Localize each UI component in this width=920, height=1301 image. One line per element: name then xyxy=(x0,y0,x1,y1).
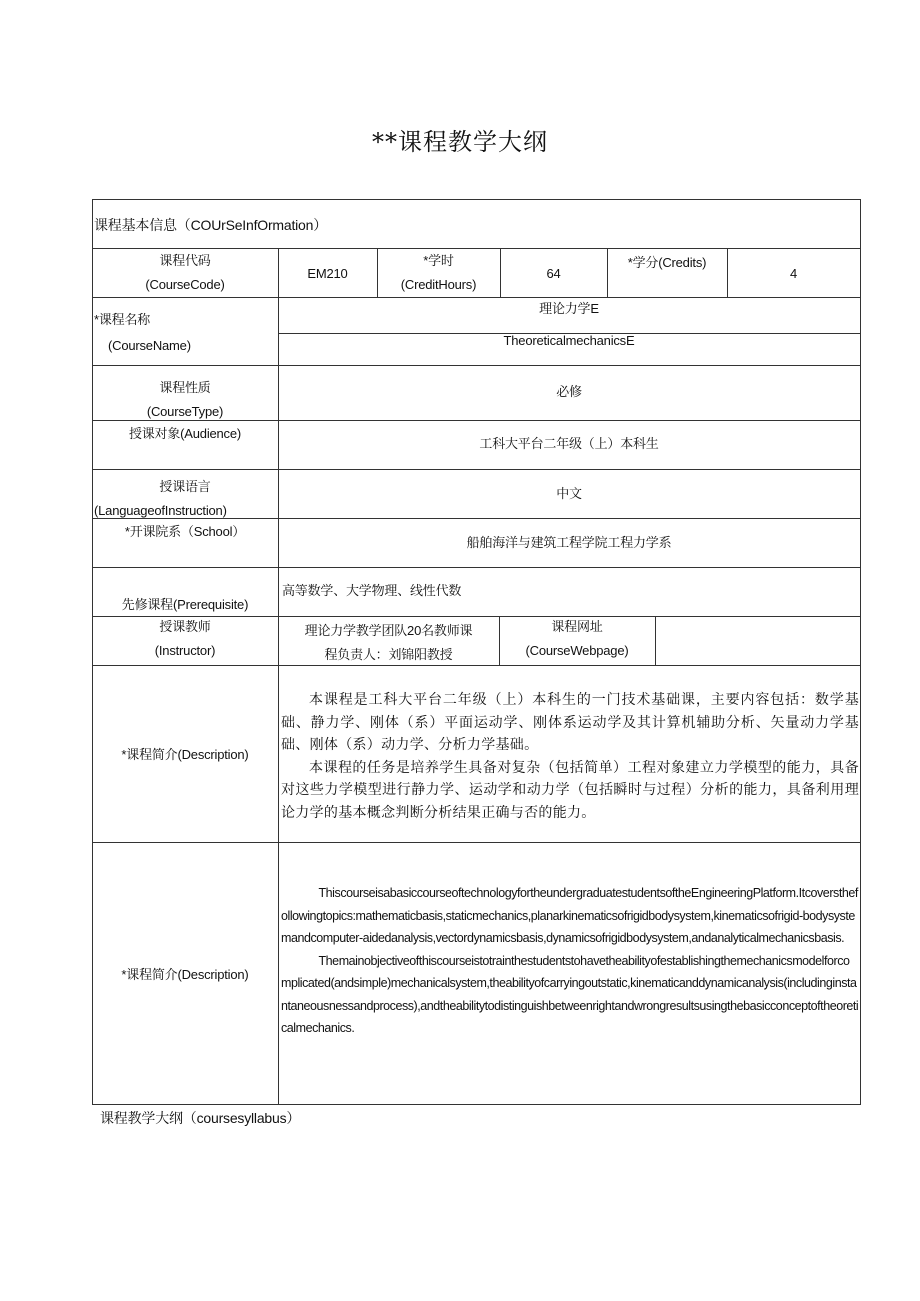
language-label xyxy=(92,475,278,523)
description-en-label: *课程简介(Description) xyxy=(121,967,249,982)
prerequisite-value: 高等数学、大学物理、线性代数 xyxy=(282,583,462,598)
school-value: 船舶海洋与建筑工程学院工程力学系 xyxy=(466,535,672,550)
course-name-label-cn: *课程名称 xyxy=(94,312,151,327)
credit-hours-label-en: (CreditHours) xyxy=(400,277,477,292)
page-title: **课程教学大纲 xyxy=(372,128,548,156)
course-code-value: EM210 xyxy=(307,266,348,281)
course-name-value-en: TheoreticalmechanicsE xyxy=(503,333,635,348)
description-cn-label: *课程简介(Description) xyxy=(121,747,249,762)
language-label-en: (LanguageofInstruction) xyxy=(94,503,227,518)
credits-value: 4 xyxy=(789,266,798,281)
instructor-label-en: (Instructor) xyxy=(154,643,216,658)
instructor-label xyxy=(92,615,278,663)
webpage-label xyxy=(499,615,655,663)
course-type-value: 必修 xyxy=(556,384,582,399)
webpage-label-en: (CourseWebpage) xyxy=(525,643,629,658)
course-name-value-cn: 理论力学E xyxy=(539,301,599,316)
description-cn-text xyxy=(281,688,859,823)
audience-value: 工科大平台二年级（上）本科生 xyxy=(479,436,659,451)
course-code-label-cn: 课程代码 xyxy=(159,253,211,268)
description-en-text xyxy=(281,882,859,1040)
instructor-label-cn: 授课教师 xyxy=(159,619,211,634)
course-code-label xyxy=(92,249,278,297)
instructor-value-line2: 程负责人：刘锦阳教授 xyxy=(324,647,453,662)
instructor-value xyxy=(278,619,499,667)
credits-label: *学分(Credits) xyxy=(627,255,707,270)
school-label: *开课院系（School） xyxy=(124,524,246,539)
language-label-cn: 授课语言 xyxy=(159,479,211,494)
description-cn-para2: 本课程的任务是培养学生具备对复杂（包括简单）工程对象建立力学模型的能力，具备对这些力学模型进行静力学、运动学和动力学（包括瞬时与过程）分析的能力，具备利用理论力学的基本概念判断分析结果正确与否的能力。 xyxy=(281,758,859,820)
language-value: 中文 xyxy=(556,486,582,501)
description-cn-para1: 本课程是工科大平台二年级（上）本科生的一门技术基础课，主要内容包括：数学基础、静力学、刚体（系）平面运动学、刚体系运动学及其计算机辅助分析、矢量动力学基础、刚体（系）动力学、分析力学基础。 xyxy=(281,691,859,752)
course-type-label-cn: 课程性质 xyxy=(159,380,211,395)
course-type-label-en: (CourseType) xyxy=(146,404,224,419)
description-en-para1: ThiscourseisabasiccourseoftechnologyfortheundergraduatestudentsoftheEngineeringPlatform.Itcoversthefollowingtopics:mathematicbasis,staticmechanics,planarkinematicsofrigidbodysystem,kinematicsofrigid-bodysystemandcomputer-aidedanalysis,vectordynamicsbasis,dynamicsofrigidbodysystem,andanalyticalmechanicsbasis. xyxy=(281,886,858,945)
credit-hours-label-cn: *学时 xyxy=(423,253,454,268)
instructor-value-line1: 理论力学教学团队20名教师课 xyxy=(304,623,473,638)
course-code-label-en: (CourseCode) xyxy=(145,277,225,292)
course-name-label-en: (CourseName) xyxy=(108,338,191,353)
prerequisite-label: 先修课程(Prerequisite) xyxy=(121,597,249,612)
audience-label: 授课对象(Audience) xyxy=(128,426,242,441)
credit-hours-value: 64 xyxy=(546,266,561,281)
course-type-label xyxy=(92,376,278,424)
webpage-label-cn: 课程网址 xyxy=(551,619,603,634)
syllabus-footer: 课程教学大纲（coursesyllabus） xyxy=(100,1110,301,1126)
section-header: 课程基本信息（COUrSeInfOrmation） xyxy=(94,217,328,233)
description-en-para2: Themainobjectiveofthiscourseistotrainthestudentstohavetheabilityofestablishingthemechanicsmodelforcomplicated(andsimple)mechanicalsystem,theabilityofcarryingoutstatic,kinematicanddynamicanalysis(includinginstantaneousnessandprocess),andtheabilitytodistinguishbetweenrightandwrongresultsusingthebasicconceptoftheoreticalmechanics. xyxy=(281,953,859,1035)
credit-hours-label xyxy=(377,249,500,297)
